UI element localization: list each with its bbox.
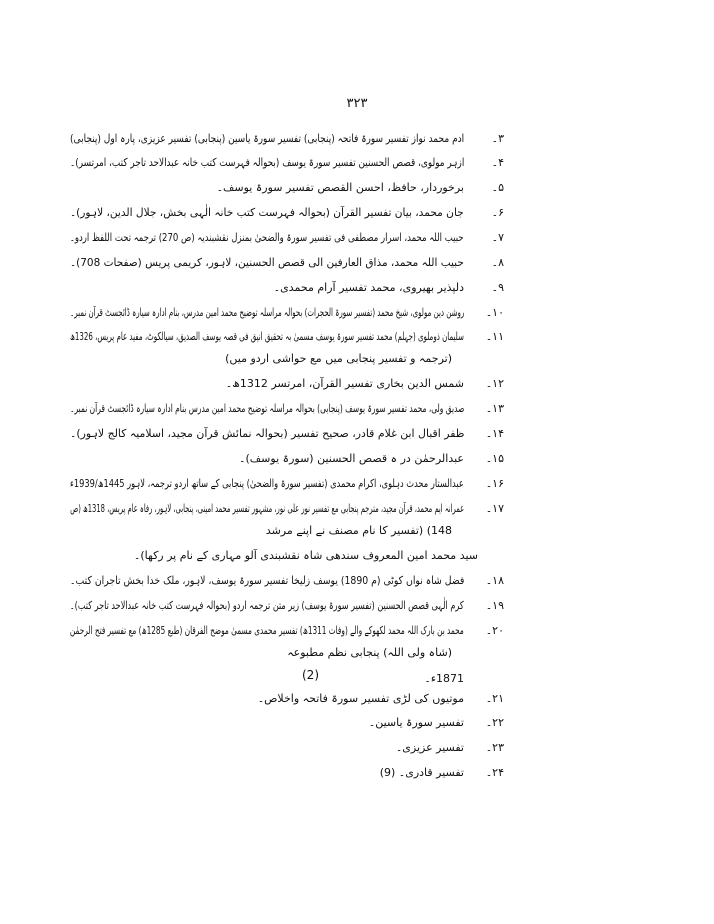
entry-text: حبیب اللہ محمد، اسرار مصطفی فی تفسیر سورۃ والضحیٰ بمنزل نقشبندیہ (ص 270) ترجمہ تحت اللفظ اردو۔ — [70, 231, 464, 244]
entry-number: ۴۔ — [491, 156, 504, 169]
entry-text: موتیوں کی لڑی تفسیر سورۃ فاتحہ واخلاص۔ — [257, 692, 464, 705]
page-number: ۳۲۳ — [346, 96, 368, 111]
footnote-reference: (2) — [302, 668, 319, 682]
entry-number: ۲۴۔ — [485, 766, 504, 779]
entry-text: روشن دین مولوی، شیخ محمد (تفسیر سورۃ الحجرات) بحوالہ مراسلہ توضیح محمد امین مدرس، بنام ادارہ سیارہ ڈائجسٹ قرآن نمبر۔ — [69, 306, 464, 319]
entry-number: ۱۶۔ — [485, 477, 504, 490]
entry-text: شمس الدین بخاری تفسیر القرآن، امرتسر 1312ھ۔ — [225, 377, 464, 390]
entry-text: ظفر اقبال ابن غلام قادر، صحیح تفسیر (بحوالہ نمائش قرآن مجید، اسلامیہ کالج لاہور)۔ — [69, 427, 464, 440]
entry-continuation: (ترجمہ و تفسیر پنجابی میں مع حواشی اردو میں) — [225, 352, 452, 365]
entry-number: ۱۹۔ — [485, 599, 504, 612]
entry-number: ۲۲۔ — [485, 716, 504, 729]
entry-number: ۲۱۔ — [485, 692, 504, 705]
entry-number: ۷۔ — [491, 231, 504, 244]
entry-number: ۱۵۔ — [485, 452, 504, 465]
entry-text: محمد بن بارک اللہ محمد لکھوکے والے (وفات 1311ھ) تفسیر محمدی مسمیٰ موضح الفرقان (طبع 1285ھ) مع تفسیر فتح الرحمٰن — [70, 624, 464, 637]
entry-number: ۱۰۔ — [485, 306, 504, 319]
entry-text: عمرانہ ایم محمد، قرآن مجید، مترجم پنجابی مع تفسیر نور علی نور، مشہور تفسیر محمد امینی، پنجابی، لاہور، رفاہ عام پریس، 1318ھ (ص — [69, 502, 464, 515]
entry-text: عبدالستار محدث دہلوی، اکرام محمدی (تفسیر سورۃ والضحیٰ) پنجابی کے ساتھ اردو ترجمہ، لاہور 1445ھ/1939ء — [70, 477, 464, 490]
entry-text: جان محمد، بیان تفسیر القرآن (بحوالہ فہرست کتب خانہ الٰہی بخش، جلال الدین، لاہور)۔ — [70, 206, 464, 219]
entry-text: کرم الٰہی قصص الحسنین (تفسیر سورۃ یوسف) زیر متن ترجمہ اردو (بحوالہ فہرست کتب خانہ عبدالاحد تاجر کتب)۔ — [70, 599, 464, 612]
entry-number: ۱۴۔ — [485, 427, 504, 440]
entry-text: سید محمد امین المعروف سندھی شاہ نقشبندی آلو مہاری کے نام پر رکھا)۔ — [133, 549, 478, 562]
entry-number: ۲۰۔ — [485, 624, 504, 637]
entry-text: 1871ء۔ — [424, 672, 464, 685]
entry-number: ۸۔ — [491, 256, 504, 269]
entry-text: عبدالرحمٰن در ہ قصص الحسنین (سورۃ یوسف)۔ — [239, 452, 464, 465]
entry-text: ازہر مولوی، قصص الحسنین تفسیر سورۃ یوسف (بحوالہ فہرست کتب خانہ عبدالاحد تاجر کتب، امرتسر)۔ — [69, 156, 464, 169]
entry-text: برخوردار، حافظ، احسن القصص تفسیر سورۃ یوسف۔ — [216, 181, 464, 194]
entry-continuation: (شاہ ولی اللہ) پنجابی نظم مطبوعہ — [287, 646, 452, 659]
entry-number: ۳۔ — [491, 132, 504, 145]
entry-text: فضل شاہ نواں کوٹی (م 1890) یوسف زلیخا تفسیر سورۃ یوسف، لاہور، ملک خدا بخش تاجران کتب۔ — [69, 574, 464, 587]
entry-text: تفسیر سورۃ یاسین۔ — [368, 716, 464, 729]
entry-number: ۶۔ — [491, 206, 504, 219]
entry-text: دلپذیر بھیروی، محمد تفسیر آرام محمدی۔ — [273, 281, 464, 294]
entry-text: تفسیر قادری۔ (9) — [379, 766, 464, 779]
entry-text: ادم محمد نواز تفسیر سورۃ فاتحہ (پنجابی) تفسیر سورۃ یاسین (پنجابی) تفسیر عزیزی، پارہ اول (پنجابی) — [69, 132, 464, 145]
entry-number: ۱۸۔ — [485, 574, 504, 587]
entry-text: تفسیر عزیزی۔ — [395, 741, 464, 754]
entry-number: ۵۔ — [491, 181, 504, 194]
entry-text: حبیب اللہ محمد، مذاق العارفین الی قصص الحسنین، لاہور، کریمی پریس (صفحات 708)۔ — [70, 256, 465, 269]
entry-number: ۱۳۔ — [485, 402, 504, 415]
entry-number: ۱۷۔ — [485, 502, 504, 515]
entry-number: ۱۲۔ — [485, 377, 504, 390]
entry-continuation: 148) (تفسیر کا نام مصنف نے اپنے مرشد — [265, 524, 452, 537]
entry-number: ۹۔ — [491, 281, 504, 294]
entry-text: سلیمان ذوملوی (جہلم) محمد تفسیر سورۃ یوسف مسمیٰ بہ تحقیق انیق فی قصہ یوسف الصدیق، سیالکوٹ، مفید عام پریس، 1326ھ — [70, 330, 464, 343]
entry-text: صدیق ولی، محمد تفسیر سورۃ یوسف (پنجابی) بحوالہ مراسلہ توضیح محمد امین مدرس بنام ادارہ سیارہ ڈائجسٹ قرآن نمبر۔ — [69, 402, 464, 415]
entry-number: ۱۱۔ — [485, 330, 504, 343]
entry-number: ۲۳۔ — [485, 741, 504, 754]
